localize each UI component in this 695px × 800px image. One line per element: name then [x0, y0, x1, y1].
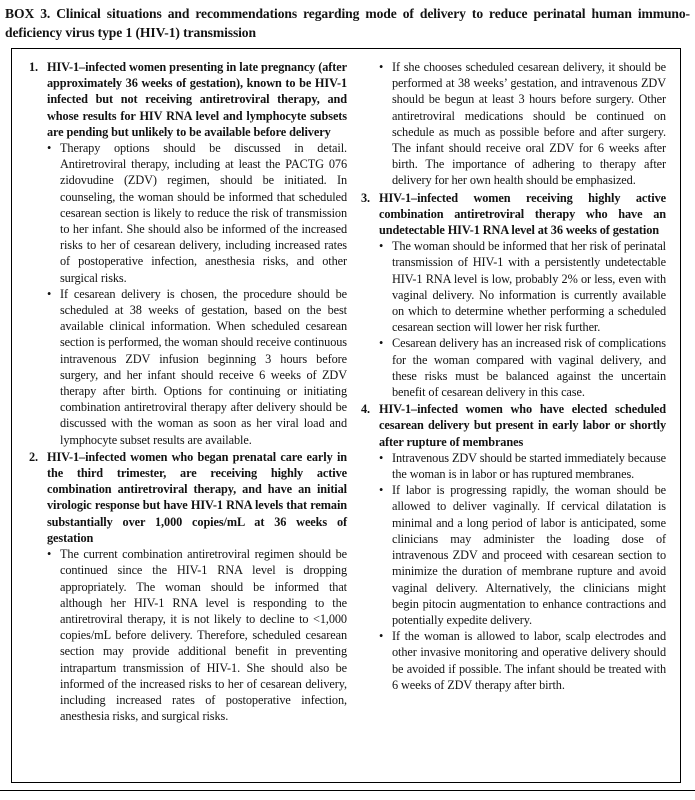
bullet-icon: • — [379, 336, 384, 351]
item-number: 2. — [29, 449, 39, 464]
bullet-icon: • — [379, 629, 384, 644]
bullet-icon: • — [379, 483, 384, 498]
item-heading-text: HIV-1–infected women who began prenatal care early in the third trimester, are receiving highly active combination antiretroviral therapy, and have an initial virologic response but have HIV-1 RNA levels that remain substantially over 1,000 copies/mL at 36 weeks of gestation — [47, 449, 347, 545]
bullet-icon: • — [47, 547, 52, 562]
bullet-item — [47, 140, 347, 286]
bullet-item — [379, 335, 666, 400]
bullet-text: The current combination antiretroviral regimen should be continued since the HIV-1 RNA level is dropping appropriately. The woman should be informed that although her HIV-1 RNA level is responding to the antiretroviral therapy, it is not likely to decline to <1,000 copies/mL before delivery. Therefore, scheduled cesarean section may provide additional benefit in preventing intrapartum transmission of HIV-1. She should also be informed of the increased risks to her of cesarean delivery, including increased rates of postoperative infection, anesthesia risks, and surgical risks. — [60, 547, 347, 724]
box-title — [0, 5, 695, 42]
bullet-item — [47, 546, 347, 724]
item-number: 1. — [29, 60, 39, 74]
bullet-item — [379, 59, 666, 189]
bullet-icon: • — [379, 450, 384, 465]
bullet-item — [379, 628, 666, 693]
bullet-text: Cesarean delivery has an increased risk of complications for the woman compared with vaginal delivery, and these risks must be balanced against the uncertain benefit of cesarean delivery in this case. — [392, 336, 666, 400]
item-heading-row — [361, 401, 666, 450]
bullet-icon: • — [47, 286, 52, 301]
clinical-situation-item-2 — [29, 449, 347, 724]
bullet-item — [379, 450, 666, 482]
bullet-text: Intravenous ZDV should be started immediately because the woman is in labor or has ruptured membranes. — [392, 450, 666, 482]
bullet-text: The woman should be informed that her risk of perinatal transmission of HIV-1 with a persistently undetectable HIV-1 RNA level is low, probably 2% or less, even with vaginal delivery. No information is currently available on which to determine whether performing a scheduled cesarean section will lower her risk further. — [392, 239, 666, 335]
item-number: 3. — [361, 190, 371, 205]
item-number: 4. — [361, 402, 371, 417]
bullet-icon: • — [47, 141, 52, 156]
item-heading-text: HIV-1–infected women receiving highly active combination antiretroviral therapy who have an undetectable HIV-1 RNA level at 36 weeks of gestation — [379, 190, 666, 238]
bullet-icon: • — [379, 60, 384, 74]
clinical-situation-item-1 — [29, 59, 347, 448]
bullet-text: If labor is progressing rapidly, the woman should be allowed to deliver vaginally. If cervical dilatation is minimal and a long period of labor is anticipated, some clinicians may administer the loading dose of intravenous ZDV and proceed with cesarean section to minimize the duration of membrane rupture and avoid vaginal delivery. Alternatively, the clinicians might begin pitocin augmentation to enhance contractions and potentially expedite delivery. — [392, 483, 666, 627]
bottom-rule — [0, 790, 695, 791]
bullet-text: If she chooses scheduled cesarean delivery, it should be performed at 38 weeks’ gestation, and intravenous ZDV should be begun at least 3 hours before surgery. Other antiretroviral medications should be continued on schedule as much as possible before and after surgery. The infant should receive oral ZDV for 6 weeks after birth. The importance of adhering to therapy after delivery for her own health should be emphasized. — [392, 60, 666, 188]
column-right — [361, 59, 666, 772]
recommendations-box — [11, 48, 681, 783]
bullet-text: If cesarean delivery is chosen, the procedure should be scheduled at 38 weeks of gestation, based on the best available clinical information. When scheduled cesarean section is performed, the woman should receive continuous intravenous ZDV infusion beginning 3 hours before surgery, and her infant should receive 6 weeks of ZDV therapy after birth. Options for continuing or initiating combination antiretroviral therapy after delivery should be discussed with the woman as soon as her viral load and lymphocyte subset results are available. — [60, 286, 347, 447]
item-heading-text: HIV-1–infected women who have elected scheduled cesarean delivery but present in early labor or shortly after rupture of membranes — [379, 402, 666, 449]
column-left — [29, 59, 347, 772]
item-continuation — [361, 59, 666, 189]
clinical-situation-item-3 — [361, 190, 666, 401]
box-title-line2: deficiency virus type 1 (HIV-1) transmission — [5, 24, 256, 40]
bullet-text: Therapy options should be discussed in detail. Antiretroviral therapy, including at least the PACTG 076 zidovudine (ZDV) regimen, should be initiated. In counseling, the woman should be informed that scheduled cesarean section is likely to reduce the risk of transmission to her infant. She should also be informed of the increased risks to her of cesarean delivery, including increased rates of postoperative infection, anesthesia risks, and other surgical risks. — [60, 141, 347, 285]
bullet-icon: • — [379, 239, 384, 254]
item-heading-row — [361, 190, 666, 239]
clinical-situation-item-4 — [361, 401, 666, 693]
bullet-item — [379, 238, 666, 335]
box-title-line1: BOX 3. Clinical situations and recommendations regarding mode of delivery to reduce perinatal human immuno- — [5, 6, 690, 21]
bullet-item — [379, 482, 666, 628]
bullet-item — [47, 286, 347, 448]
item-heading-row — [29, 449, 347, 546]
item-heading-text: HIV-1–infected women presenting in late pregnancy (after approximately 36 weeks of gestation), known to be HIV-1 infected but not receiving antiretroviral therapy, and whose results for HIV RNA level and lymphocyte subsets are pending but unlikely to be available before delivery — [47, 60, 347, 139]
item-heading-row — [29, 59, 347, 140]
bullet-text: If the woman is allowed to labor, scalp electrodes and other invasive monitoring and operative delivery should be avoided if possible. The infant should be treated with 6 weeks of ZDV therapy after birth. — [392, 629, 666, 692]
